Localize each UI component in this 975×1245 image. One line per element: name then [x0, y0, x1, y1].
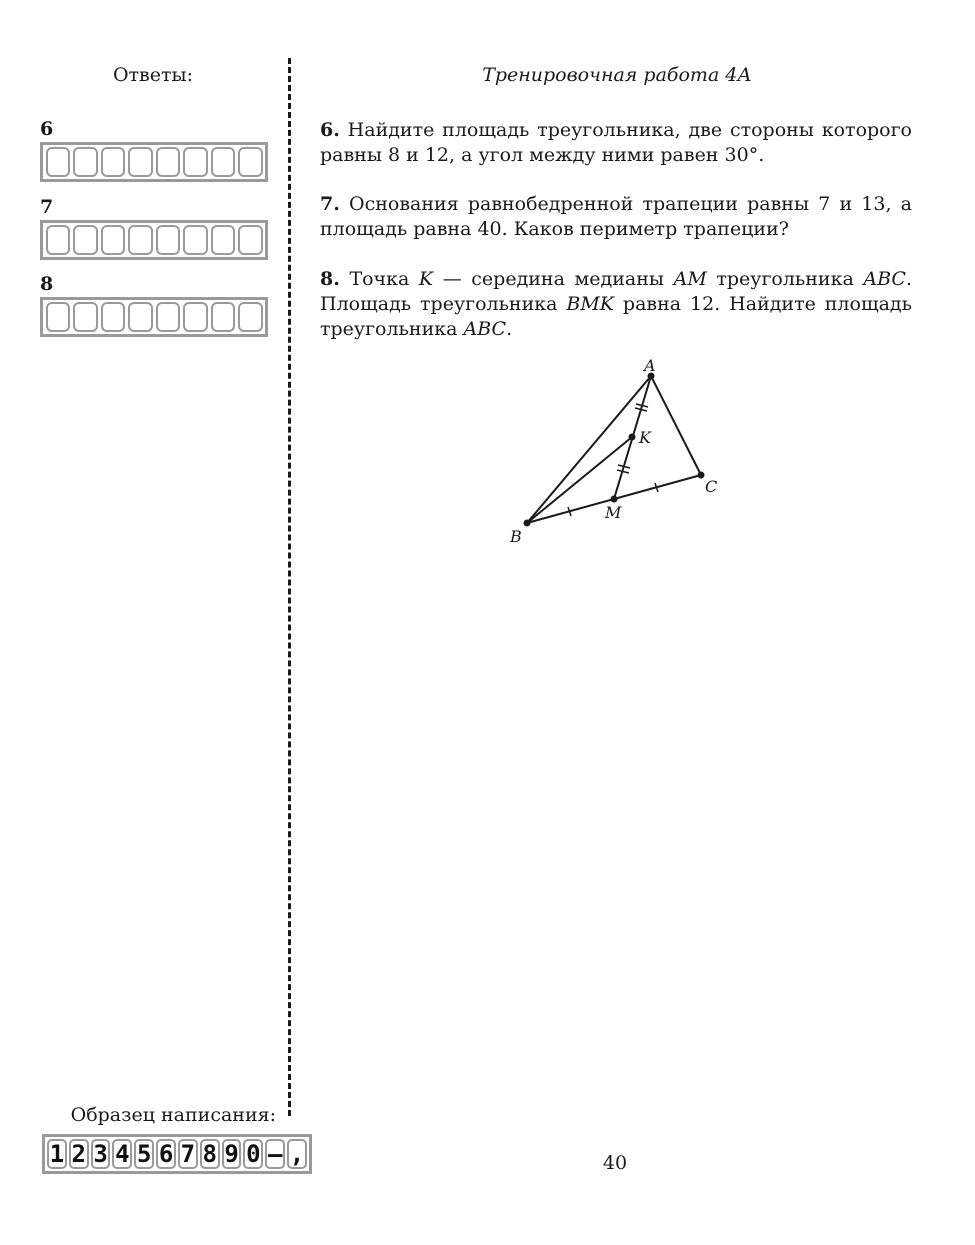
problem-number: 6. — [320, 119, 340, 141]
page-number: 40 — [602, 1152, 628, 1174]
answer-cell[interactable] — [73, 225, 98, 255]
answer-cell[interactable] — [156, 225, 181, 255]
triangle-figure — [498, 350, 728, 550]
segment-ac — [651, 376, 701, 475]
answer-number: 7 — [40, 196, 54, 218]
problem-text-part: равна 12. Найдите площадь треугольника — [320, 293, 912, 340]
sample-char: 2 — [69, 1139, 89, 1169]
segment-ab — [527, 376, 651, 523]
answer-cell[interactable] — [73, 302, 98, 332]
work-title: Тренировочная работа 4А — [482, 64, 752, 86]
label-k: K — [639, 428, 651, 447]
answer-number: 6 — [40, 118, 54, 140]
label-c: C — [705, 477, 718, 496]
answer-grid[interactable] — [40, 142, 268, 182]
answer-cell[interactable] — [101, 302, 126, 332]
answer-cell[interactable] — [238, 225, 263, 255]
problem-text-part: треугольника — [706, 268, 864, 290]
point-k — [629, 434, 636, 441]
answer-cell[interactable] — [183, 147, 208, 177]
sample-char: 7 — [178, 1139, 198, 1169]
problem-text-part: — середина медианы — [433, 268, 674, 290]
point-c — [698, 472, 705, 479]
answer-cell[interactable] — [46, 302, 71, 332]
sample-char: – — [265, 1139, 285, 1169]
problem-text-part: . — [506, 318, 513, 340]
point-b — [524, 520, 531, 527]
sample-char: 8 — [200, 1139, 220, 1169]
problem-text-part: Точка — [349, 268, 419, 290]
answer-block-7 — [40, 196, 268, 260]
answer-cell[interactable] — [211, 147, 236, 177]
sample-char: 5 — [134, 1139, 154, 1169]
math-var: K — [418, 268, 434, 290]
answer-block-8 — [40, 273, 268, 337]
problem-text-part: . Площадь треугольника — [320, 268, 913, 315]
answer-cell[interactable] — [183, 302, 208, 332]
answer-number: 8 — [40, 273, 54, 295]
answer-cell[interactable] — [73, 147, 98, 177]
sample-grid — [42, 1134, 312, 1174]
sample-label: Образец написания: — [70, 1104, 276, 1126]
problem-text: Найдите площадь треугольника, две стороны которого равны 8 и 12, а угол между ними равен 30°. — [320, 119, 912, 166]
answer-cell[interactable] — [101, 147, 126, 177]
sample-char: , — [287, 1139, 307, 1169]
answer-cell[interactable] — [211, 302, 236, 332]
answer-cell[interactable] — [238, 302, 263, 332]
answer-cell[interactable] — [128, 302, 153, 332]
label-b: B — [510, 527, 522, 546]
problem-number: 7. — [320, 193, 340, 215]
answer-cell[interactable] — [101, 225, 126, 255]
sample-char: 9 — [222, 1139, 242, 1169]
answer-cell[interactable] — [183, 225, 208, 255]
sample-char: 3 — [91, 1139, 111, 1169]
math-var: AM — [673, 268, 707, 290]
problem-number: 8. — [320, 268, 340, 290]
label-m: M — [605, 503, 622, 522]
sample-char: 1 — [47, 1139, 67, 1169]
problem-6 — [320, 118, 912, 168]
math-var: ABC — [863, 268, 906, 290]
answer-cell[interactable] — [238, 147, 263, 177]
answer-cell[interactable] — [211, 225, 236, 255]
answer-cell[interactable] — [128, 147, 153, 177]
point-m — [611, 496, 618, 503]
answer-grid[interactable] — [40, 297, 268, 337]
problem-text: Основания равнобедренной трапеции равны 7 и 13, а площадь равна 40. Каков периметр трапеции? — [320, 193, 913, 240]
sample-char: 0 — [243, 1139, 263, 1169]
answer-grid[interactable] — [40, 220, 268, 260]
label-a: A — [644, 356, 656, 375]
answers-header: Ответы: — [112, 64, 194, 86]
math-var: BMK — [566, 293, 615, 315]
answer-cell[interactable] — [128, 225, 153, 255]
math-var: ABC — [463, 318, 507, 340]
answer-cell[interactable] — [156, 302, 181, 332]
problem-7 — [320, 192, 912, 242]
answer-cell[interactable] — [46, 147, 71, 177]
answer-cell[interactable] — [46, 225, 71, 255]
problem-8 — [320, 267, 912, 342]
answer-block-6 — [40, 118, 268, 182]
sample-char: 6 — [156, 1139, 176, 1169]
dashed-divider — [288, 58, 291, 1116]
sample-char: 4 — [112, 1139, 132, 1169]
answer-cell[interactable] — [156, 147, 181, 177]
